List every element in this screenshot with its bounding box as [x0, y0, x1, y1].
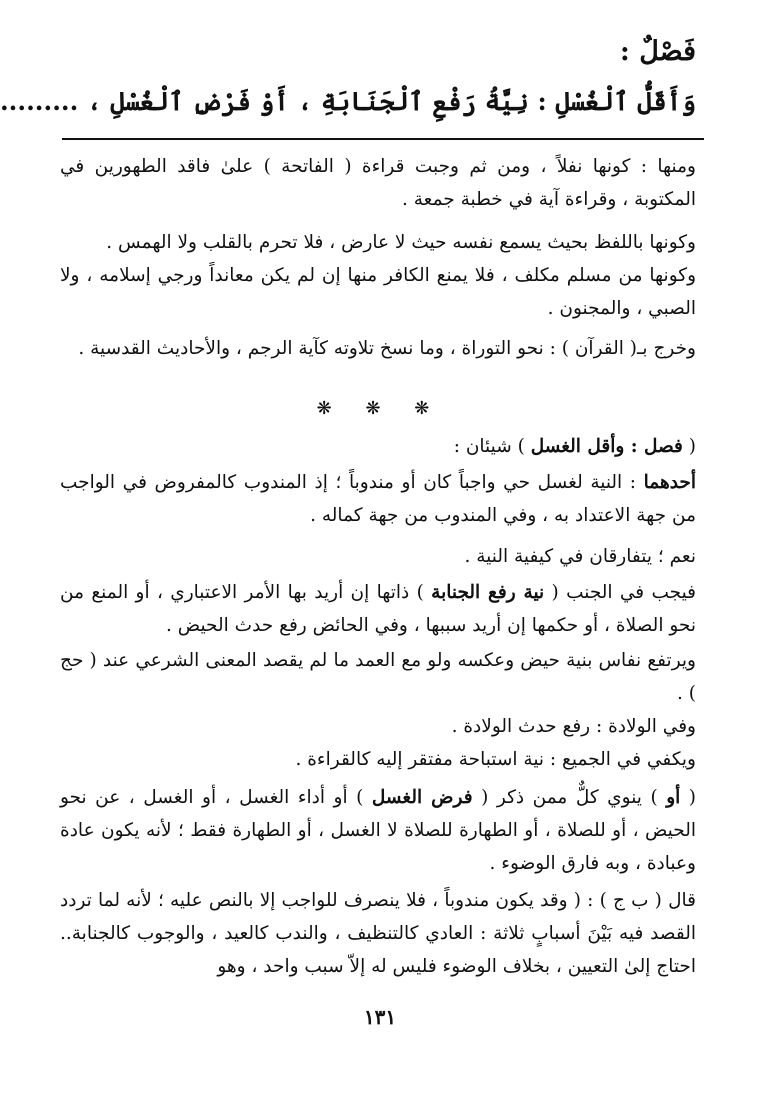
commentary-paragraph-3: وكونها من مسلم مكلف ، فلا يمنع الكافر منها إن لم يكن معانداً ورجي إسلامه ، ولا الصبي ، والمجنون . [60, 265, 696, 319]
page-number: ١٣١ [363, 1005, 397, 1029]
paragraph-first: أحدهما : النية لغسل حي واجباً كان أو مندوباً ؛ إذ المندوب كالمفروض في الواجب من جهة الاعتداد به ، وفي المندوب من جهة كماله . [60, 472, 696, 526]
section-intro: ( فصل : وأقل الغسل ) شيئان : [453, 436, 696, 457]
ellipsis-dots: ......... [0, 87, 79, 116]
divider-line [62, 138, 704, 140]
paragraph-fard-ghusl: ( أو ) ينوي كلٌّ ممن ذكر ( فرض الغسل ) أو أداء الغسل ، أو الغسل ، عن نحو الحيض ، أو للصلاة ، أو الطهارة للصلاة لا الغسل ، أو الطهارة فقط ؛ لأنه يكون عادة وعبادة ، وبه فارق الوضوء . [60, 787, 696, 874]
main-text: وَأَقَلُّ ٱلْغُسْلِ : نِيَّةُ رَفْعِ ٱلْجَنَابَةِ ، أَوْ فَرْضِ ٱلْغُسْلِ ، [87, 87, 696, 116]
paragraph-wiladah: وفي الولادة : رفع حدث الولادة . [451, 716, 696, 737]
paragraph-difference: نعم ؛ يتفارقان في كيفية النية . [464, 546, 696, 567]
paragraph-junub: فيجب في الجنب ( نية رفع الجنابة ) ذاتها إن أريد بها الأمر الاعتباري ، أو المنع من نحو الصلاة ، أو حكمها إن أريد سببها ، وفي الحائض رفع حدث الحيض . [60, 582, 696, 636]
paragraph-bj-quote: قال ( ب ج ) : ( وقد يكون مندوباً ، فلا ينصرف للواجب إلا بالنص عليه ؛ لأنه لما تردد القصد فيه بَيْنَ أسبابٍ ثلاثة : العادي كالتنظيف ، والندب كالعيد ، والوجوب كالجنابة.. احتاج إلىٰ التعيين ، بخلاف الوضوء فليس له إلاّ سبب واحد ، وهو [60, 890, 696, 977]
section-heading: فَصْلٌ : [619, 36, 696, 67]
paragraph-nifas: ويرتفع نفاس بنية حيض وعكسه ولو مع العمد ما لم يقصد المعنى الشرعي عند ( حج ) . [60, 650, 696, 704]
commentary-paragraph-1: ومنها : كونها نفلاً ، ومن ثم وجبت قراءة ( الفاتحة ) علىٰ فاقد الطهورين في المكتوبة ، وقراءة آية في خطبة جمعة . [60, 156, 696, 210]
aw-bold: أو [666, 787, 681, 808]
first-term: أحدهما [643, 472, 696, 493]
junub-bold: نية رفع الجنابة [431, 582, 545, 603]
intro-bold: فصل : وأقل الغسل [530, 436, 683, 457]
section-separator: ❋ ❋ ❋ [316, 398, 444, 419]
commentary-paragraph-2: وكونها باللفظ بحيث يسمع نفسه حيث لا عارض ، فلا تحرم بالقلب ولا الهمس . [106, 232, 696, 253]
fard-bold: فرض الغسل [371, 787, 473, 808]
paragraph-jami: ويكفي في الجميع : نية استباحة مفتقر إليه كالقراءة . [295, 749, 696, 770]
commentary-paragraph-4: وخرج بـ( القرآن ) : نحو التوراة ، وما نسخ تلاوته كآية الرجم ، والأحاديث القدسية . [78, 338, 696, 359]
main-text-line [0, 82, 696, 122]
